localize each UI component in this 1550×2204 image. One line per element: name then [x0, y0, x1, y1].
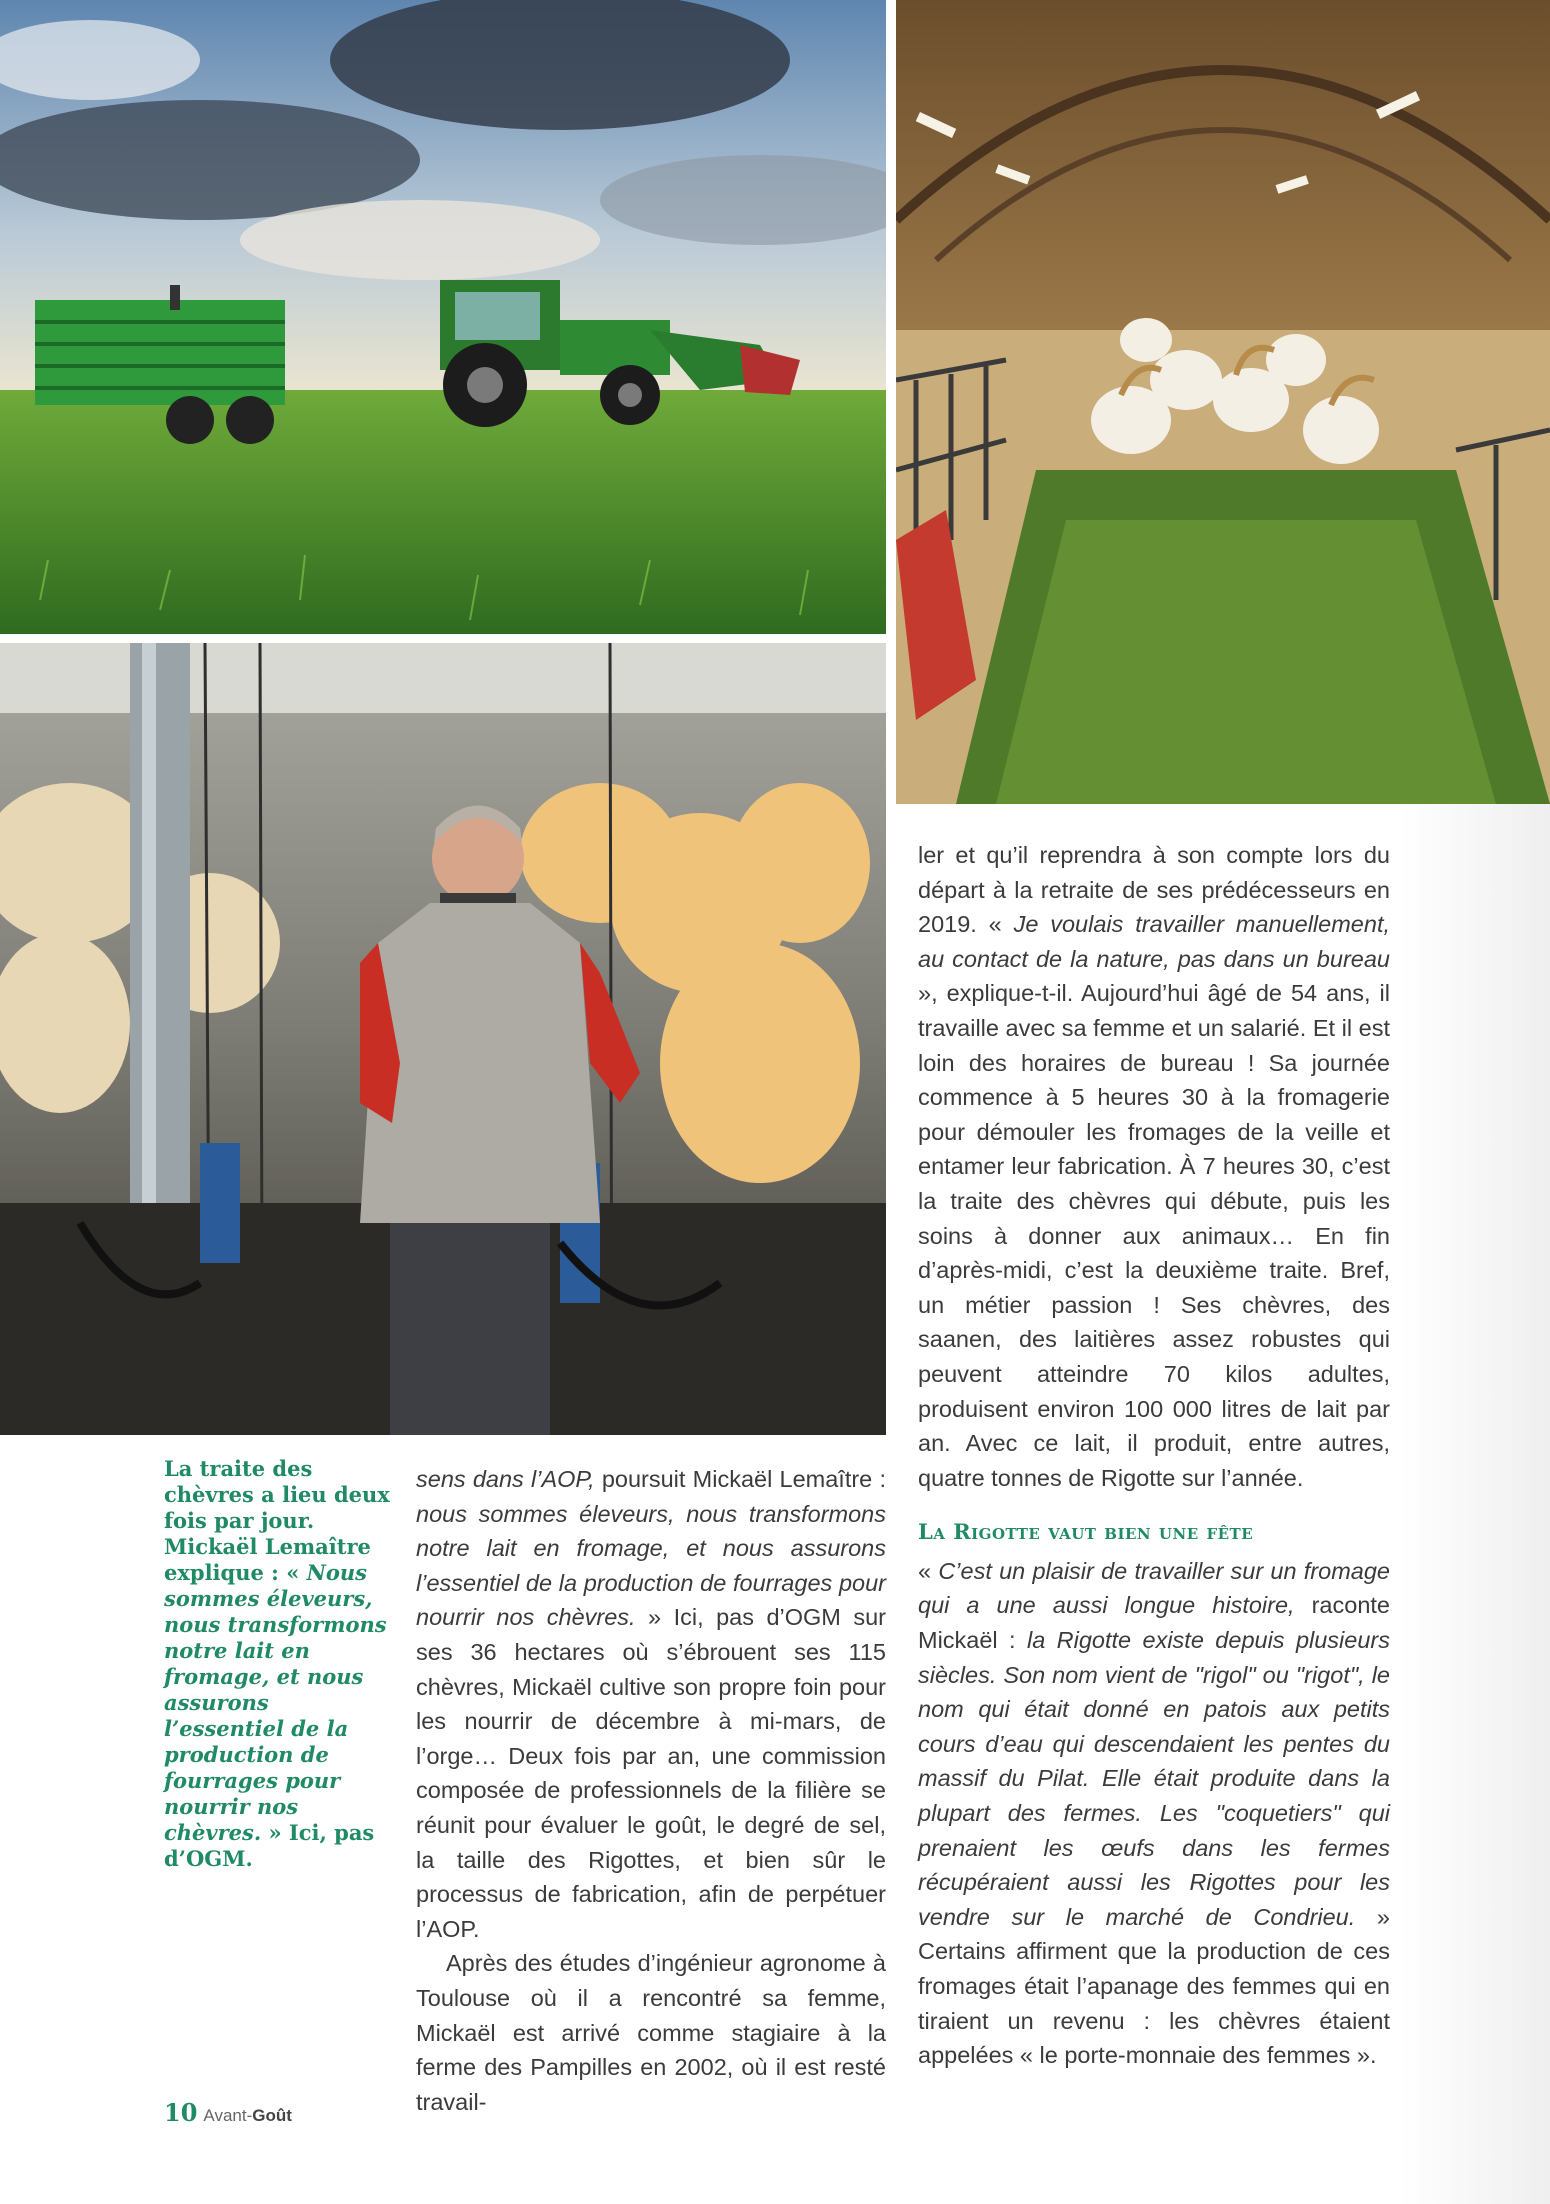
right-paragraph-1	[918, 838, 1390, 1495]
right-p1-italic: Je voulais travailler manuellement, au contact de la nature, pas dans un bureau	[918, 911, 1390, 972]
magazine-name-part-1: Avant-	[203, 2106, 253, 2125]
right-p2-open: «	[918, 1557, 939, 1584]
article-column-middle	[416, 1462, 886, 2119]
article-column-right	[918, 838, 1390, 2073]
page-footer	[164, 2098, 292, 2127]
photo-caption	[164, 1456, 394, 1872]
section-subheading: La Rigotte vaut bien une fête	[918, 1519, 1254, 1545]
right-p2-italic-2: la Rigotte existe depuis plusieurs siècles. Son nom vient de "rigol" ou "rigot", le nom qui était donné en patois aux petits cours d’eau qui descendaient les pentes du massif du Pilat. Elle était produite dans la plupart des fermes. Les "coquetiers" qui prenaient les œufs dans les fermes récupéraient aussi les Rigottes pour les vendre sur le marché de Condrieu.	[918, 1627, 1390, 1930]
middle-p1-text: poursuit Mickaël Lemaître :	[594, 1466, 886, 1492]
caption-quote: Nous sommes éleveurs, nous transformons notre lait en fromage, et nous assurons l’essentiel de la production de fourrages pour nourrir nos chèvres.	[164, 1560, 387, 1845]
photo-tractor-field	[0, 0, 886, 634]
right-p1-text: ler et qu’il reprendra à son compte lors du départ à la retraite de ses prédécesseurs en 2019. «	[918, 842, 1390, 938]
page-number: 10	[164, 2098, 198, 2127]
middle-paragraph-1	[416, 1462, 886, 1946]
middle-p1-text-2: » Ici, pas d’OGM sur ses 36 hectares où s’ébrouent ses 115 chèvres, Mickaël cultive son propre foin pour les nourrir de décembre à mi-mars, de l’orge… Deux fois par an, une commission composée de professionnels de la filière se réunit pour évaluer le goût, le degré de sel, la taille des Rigottes, et bien sûr le processus de fabrication, afin de perpétuer l’AOP.	[416, 1604, 886, 1942]
right-paragraph-2	[918, 1554, 1390, 2073]
caption-tail: » Ici, pas d’OGM.	[164, 1820, 375, 1871]
caption-lead: La traite des chèvres a lieu deux fois par jour. Mickaël Lemaître explique : «	[164, 1456, 390, 1585]
middle-p1-italic: sens dans l’AOP,	[416, 1466, 595, 1492]
right-p2-text-2: » Certains affirment que la production de ces fromages était l’apanage des femmes qui en tiraient un revenu : les chèvres étaient appelées « le porte-monnaie des femmes ».	[918, 1903, 1390, 2069]
photo-milking-parlour	[0, 643, 886, 1435]
right-p2-italic: C’est un plaisir de travailler sur un fromage qui a une aussi longue histoire,	[918, 1557, 1390, 1619]
middle-p1-italic-2: nous sommes éleveurs, nous transformons notre lait en fromage, et nous assurons l’essentiel de la production de fourrages pour nourrir nos chèvres.	[416, 1500, 886, 1631]
right-p2-text: raconte Mickaël :	[918, 1592, 1390, 1654]
photo-goats-barn	[896, 0, 1550, 804]
magazine-name-part-2: Goût	[252, 2106, 292, 2125]
right-p1-text-2: », explique-t-il. Aujourd’hui âgé de 54 ans, il travaille avec sa femme et un salarié. Et il est loin des horaires de bureau ! Sa journée commence à 5 heures 30 à la fromagerie pour démouler les fromages de la veille et entamer leur fabrication. À 7 heures 30, c’est la traite des chèvres qui débute, puis les soins à donner aux animaux… En fin d’après-midi, c’est la deuxième traite. Bref, un métier passion ! Ses chèvres, des saanen, des laitières assez robustes qui peuvent atteindre 70 kilos adultes, produisent environ 100 000 litres de lait par an. Avec ce lait, il produit, entre autres, quatre tonnes de Rigotte sur l’année.	[918, 980, 1390, 1491]
page-edge-shadow	[1400, 804, 1550, 2204]
middle-paragraph-2: Après des études d’ingénieur agronome à Toulouse où il a rencontré sa femme, Mickaël est arrivé comme stagiaire à la ferme des Pampilles en 2002, où il est resté travail-	[416, 1950, 886, 2115]
